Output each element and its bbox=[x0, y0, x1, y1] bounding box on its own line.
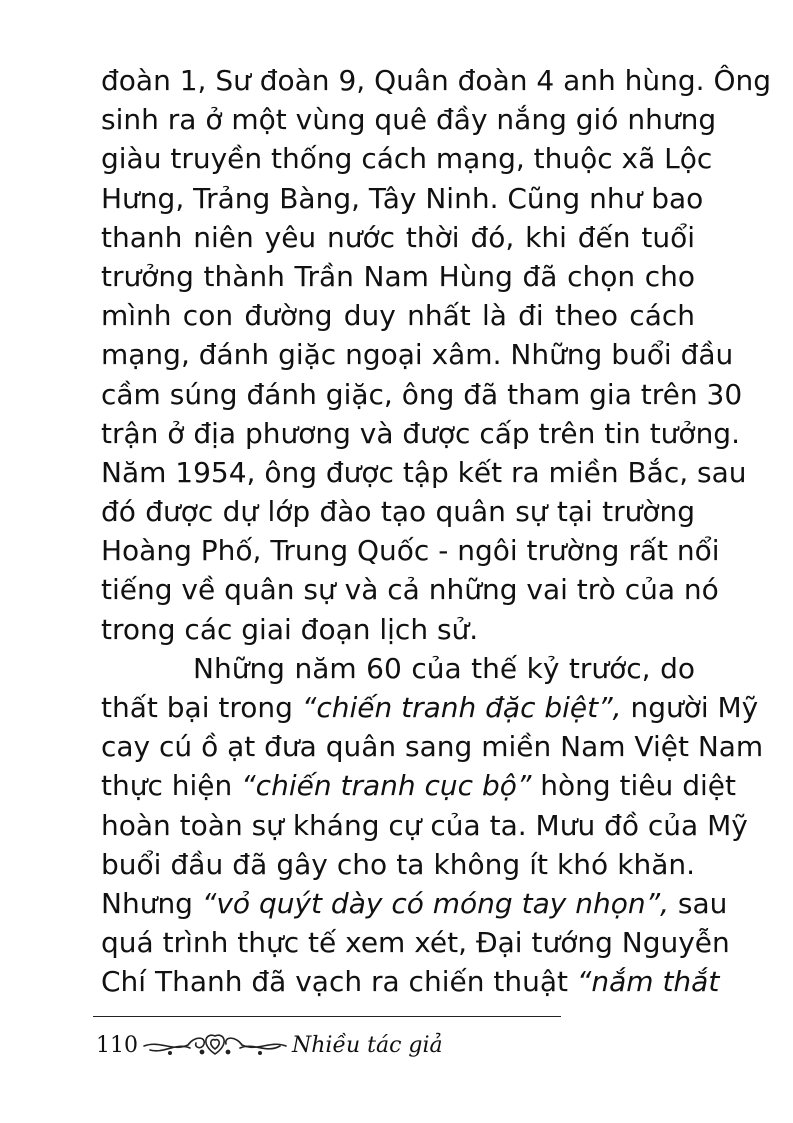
text-line: hoàn toàn sự kháng cự của ta. Mưu đồ của Mỹ bbox=[101, 808, 748, 842]
text-segment: thực hiện bbox=[101, 769, 242, 803]
text-line: Hưng, Trảng Bàng, Tây Ninh. Cũng như bao bbox=[101, 181, 704, 215]
italic-quote: “nắm thắt bbox=[576, 965, 720, 999]
page-footer bbox=[96, 1027, 443, 1063]
text-segment: Chí Thanh đã vạch ra chiến thuật bbox=[101, 965, 577, 999]
decorative-flourish-icon bbox=[140, 1030, 290, 1060]
body-text bbox=[101, 61, 772, 1002]
text-line: quá trình thực tế xem xét, Đại tướng Nguyễn bbox=[101, 926, 730, 960]
text-segment: hòng tiêu diệt bbox=[531, 769, 736, 803]
text-line: cầm súng đánh giặc, ông đã tham gia trên 30 bbox=[101, 377, 743, 411]
text-line bbox=[101, 884, 728, 923]
text-segment: sau bbox=[668, 886, 728, 920]
text-line: mình con đường duy nhất là đi theo cách bbox=[101, 299, 695, 333]
text-line: cay cú ồ ạt đưa quân sang miền Nam Việt Nam bbox=[101, 730, 764, 764]
text-line: thanh niên yêu nước thời đó, khi đến tuổi bbox=[101, 220, 695, 254]
text-line: giàu truyền thống cách mạng, thuộc xã Lộc bbox=[101, 142, 713, 176]
italic-quote: “chiến tranh đặc biệt”, bbox=[301, 691, 622, 724]
text-line: Hoàng Phố, Trung Quốc - ngôi trường rất nổi bbox=[101, 534, 720, 568]
text-line: Năm 1954, ông được tập kết ra miền Bắc, sau bbox=[101, 455, 747, 489]
italic-quote: “chiến tranh cục bộ” bbox=[241, 769, 532, 803]
text-line: đó được dự lớp đào tạo quân sự tại trường bbox=[101, 495, 695, 529]
text-line: sinh ra ở một vùng quê đầy nắng gió nhưng bbox=[101, 103, 717, 137]
text-line bbox=[101, 962, 720, 1001]
text-line: trận ở địa phương và được cấp trên tin tưởng. bbox=[101, 416, 740, 450]
page-number: 110 bbox=[96, 1032, 138, 1058]
paragraph-2 bbox=[101, 649, 764, 1002]
author-credit: Nhiều tác giả bbox=[292, 1032, 443, 1058]
text-line: đoàn 1, Sư đoàn 9, Quân đoàn 4 anh hùng. Ông bbox=[101, 64, 772, 97]
paragraph-1 bbox=[101, 61, 772, 649]
italic-quote: “vỏ quýt dày có móng tay nhọn”, bbox=[201, 886, 669, 920]
text-line bbox=[101, 766, 736, 805]
text-segment: Nhưng bbox=[101, 886, 202, 920]
text-segment: thất bại trong bbox=[101, 691, 302, 724]
text-line: buổi đầu đã gây cho ta không ít khó khăn. bbox=[101, 847, 695, 881]
text-line: mạng, đánh giặc ngoại xâm. Những buổi đầu bbox=[101, 338, 734, 372]
text-line: trưởng thành Trần Nam Hùng đã chọn cho bbox=[101, 259, 695, 293]
text-line: tiếng về quân sự và cả những vai trò của nó bbox=[101, 573, 719, 607]
text-line: Những năm 60 của thế kỷ trước, do bbox=[193, 651, 695, 685]
text-line: trong các giai đoạn lịch sử. bbox=[101, 612, 479, 646]
footer-rule bbox=[93, 1016, 561, 1017]
text-segment: người Mỹ bbox=[621, 691, 759, 724]
text-line bbox=[101, 688, 759, 727]
